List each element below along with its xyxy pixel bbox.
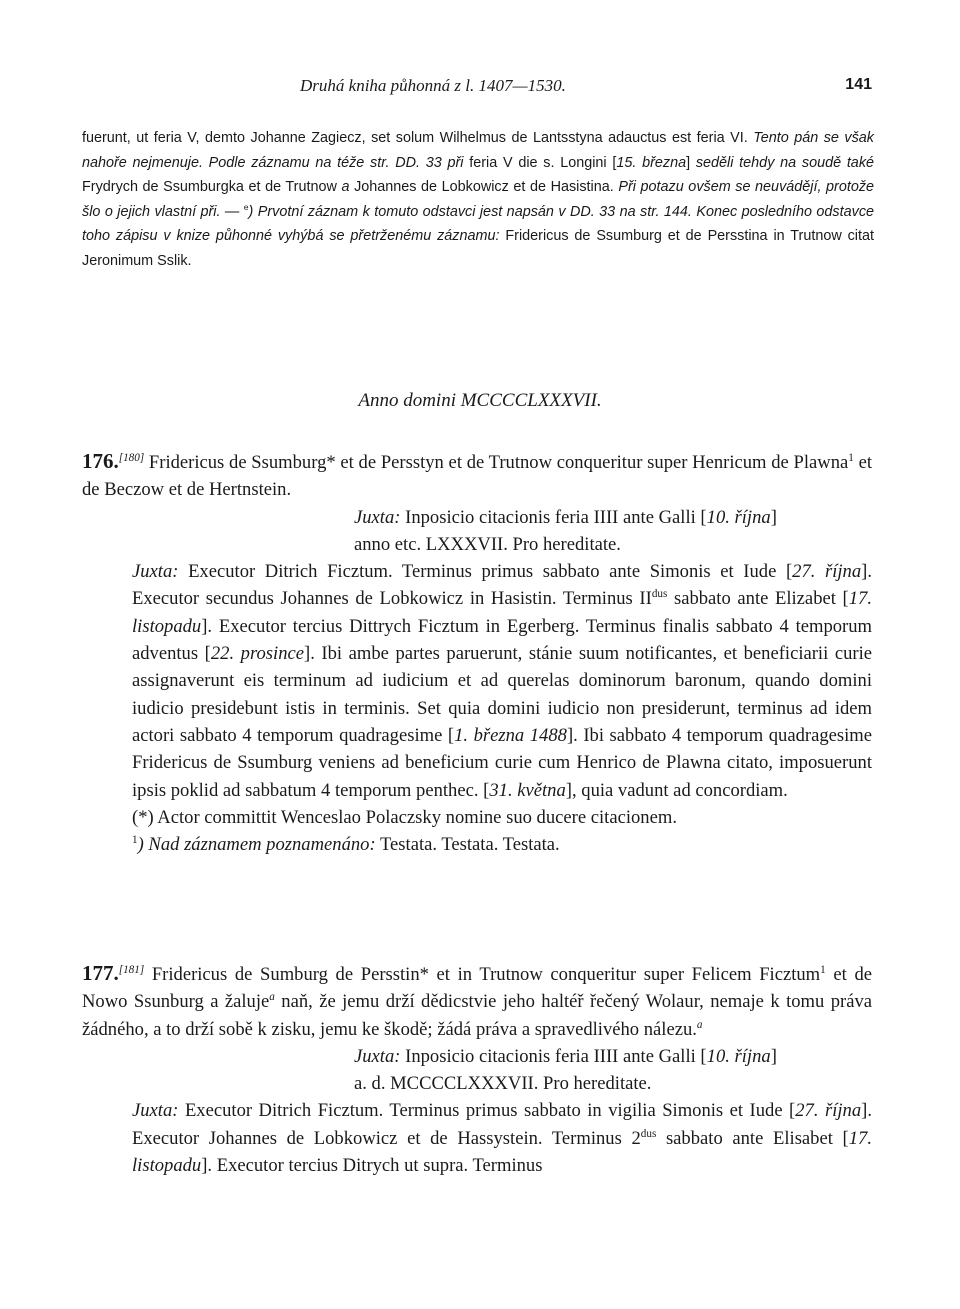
entry-footnote [82, 831, 872, 858]
juxta-label: Juxta: [354, 506, 401, 528]
entry-text: Testata. Testata. Testata. [379, 834, 560, 856]
entry-text: ]. Executor tercius Dittrych Ficztum in Egerberg. Terminus finalis sabbato 4 temporum adventus [ [132, 615, 872, 665]
entry-text: ] [770, 1045, 777, 1067]
entry-text: ]. Ibi ambe partes paruerunt, stánie suum notificantes, et beneficiarii curie assignaverunt eis terminum ad iudicium et ad querelas dominorum baronum, quando domini iudicio presidebunt istis in terminis. Set quia domini iudicio non presiderunt, terminus ad idem actori sabbato 4 temporum quadragesime [ [132, 643, 872, 746]
entry-text: ]. Executor tercius Ditrych ut supra. Terminus [201, 1155, 543, 1177]
footnote-paragraph [82, 126, 874, 274]
note-italic: ) Nad záznamem poznamenáno: [137, 834, 376, 856]
footnote-mark: e [243, 201, 249, 212]
juxta-label: Juxta: [132, 561, 179, 583]
entry-text: Executor Ditrich Ficztum. Terminus primus sabbato ante Simonis et Iude [ [188, 561, 793, 583]
juxta-citation [82, 504, 872, 559]
year-heading: Anno domini MCCCCLXXXVII. [358, 390, 602, 411]
entry-text: Fridericus de Ssumburg* et de Persstyn et de Trutnow conqueritur super Henricum de Plawna [148, 452, 849, 473]
note-italic: a [341, 179, 350, 196]
entry-text: Inposicio citacionis feria IIII ante Galli [ [405, 1045, 707, 1067]
note-text: Fridericus de Ssumburg et de Persstina in Trutnow citat Jeronimum Sslik. [82, 228, 874, 269]
entry-text: Fridericus de Sumburg de Persstin* et in Trutnow conqueritur super Felicem Ficztum [151, 964, 821, 985]
entry-text: anno etc. LXXXVII. Pro hereditate. [354, 533, 621, 555]
juxta-citation [82, 1043, 872, 1098]
note-date: 15. března [616, 154, 687, 171]
entry-177 [82, 960, 872, 1179]
note-text: fuerunt, ut feria V, demto Johanne Zagiecz, set solum Wilhelmus de Lantsstyna adauctus [82, 130, 667, 146]
entry-text: sabbato ante Elisabet [ [665, 1127, 849, 1149]
page-number: 141 [845, 76, 872, 93]
entry-176 [82, 448, 872, 858]
entry-text: a. d. MCCCCLXXXVII. Pro hereditate. [354, 1073, 652, 1095]
entry-body [82, 558, 872, 804]
entry-reference: [181] [118, 963, 145, 976]
entry-text: ]. Executor Johannes de Lobkowicz et de Hassystein. Terminus 2 [132, 1100, 872, 1149]
note-text: ] [686, 154, 691, 171]
footnote-mark: a [269, 991, 275, 1004]
entry-text: ], quia vadunt ad concordiam. [565, 779, 788, 801]
juxta-label: Juxta: [132, 1100, 179, 1122]
entry-text: ] [770, 506, 777, 528]
note-italic: seděli tehdy na soudě také [695, 154, 875, 171]
entry-reference: [180] [118, 451, 145, 464]
running-header [0, 76, 960, 100]
running-title: Druhá kniha půhonná z l. 1407—1530. [300, 76, 566, 95]
footnote-mark: 1 [848, 451, 854, 464]
entry-text: Inposicio citacionis feria IIII ante Galli [ [405, 506, 707, 528]
entry-note: (*) Actor committit Wenceslao Polaczsky nomine suo ducere citacionem. [132, 806, 677, 828]
footnotes-block [82, 126, 874, 274]
entry-date: 27. října [795, 1100, 862, 1122]
note-italic: Tento pán se však nahoře nejmenuje. Podle záznamu na téže str. DD. 33 při [82, 130, 874, 171]
note-text: est feria VI. [671, 130, 748, 146]
entry-date: 31. května [489, 779, 566, 801]
footnote-mark: 1 [132, 833, 138, 846]
entry-opening [82, 960, 872, 1043]
entry-date: 17. listopadu [132, 588, 872, 637]
juxta-label: Juxta: [354, 1045, 401, 1067]
entry-text: naň, že jemu drží dědicstvie jeho haltéř řečený Wolaur, nemaje k tomu práva žádného, a to drží sobě k zisku, jemu ke škodě; žádá práva a spravedlivého nálezu. [82, 991, 872, 1040]
entry-number: 176. [82, 449, 119, 473]
entry-text: et de Beczow et de Hertnstein. [82, 452, 872, 501]
note-italic: Při potazu ovšem se neuvádějí, protože šlo o jejich vlastní při. — [82, 179, 875, 220]
note-text: Frydrych de Ssumburgka et de Trutnow [82, 179, 337, 196]
note-text: feria V die s. Longini [ [469, 154, 617, 171]
entry-date: 17. listopadu [132, 1127, 872, 1177]
entry-date: 27. října [792, 561, 862, 583]
footnote-mark: a [696, 1018, 703, 1031]
ordinal-suffix: dus [651, 588, 668, 601]
entry-date: 10. října [706, 506, 771, 528]
entry-date: 1. března 1488 [454, 724, 567, 746]
entry-number: 177. [82, 961, 119, 985]
entry-text: et de Nowo Ssunburg a žaluje [82, 964, 873, 1013]
ordinal-suffix: dus [640, 1127, 657, 1140]
note-italic: ) Prvotní záznam k tomuto odstavci jest napsán v DD. 33 na str. 144. Konec posledního odstavce toho zápisu v knize půhonné vyhýbá se přetrženému záznamu: [82, 203, 875, 245]
entry-body [82, 1097, 872, 1179]
entry-date: 10. října [706, 1045, 771, 1067]
note-text: Johannes de Lobkowicz et de Hasistina. [354, 179, 614, 196]
entry-opening [82, 448, 872, 504]
entry-text: Executor Ditrich Ficztum. Terminus primus sabbato in vigilia Simonis et Iude [ [184, 1100, 796, 1122]
entry-text: ]. Executor secundus Johannes de Lobkowicz in Hasistin. Terminus II [132, 561, 872, 610]
entry-text: ]. Ibi sabbato 4 temporum quadragesime Fridericus de Ssumburg veniens ad beneficium curie cum Henrico de Plawna citato, imposuerunt ipsis poklid ad sabbatum 4 temporum penthec. [ [132, 724, 873, 801]
entry-text: sabbato ante Elizabet [ [673, 588, 849, 610]
entry-date: 22. prosince [210, 643, 305, 665]
footnote-mark: 1 [820, 963, 826, 976]
